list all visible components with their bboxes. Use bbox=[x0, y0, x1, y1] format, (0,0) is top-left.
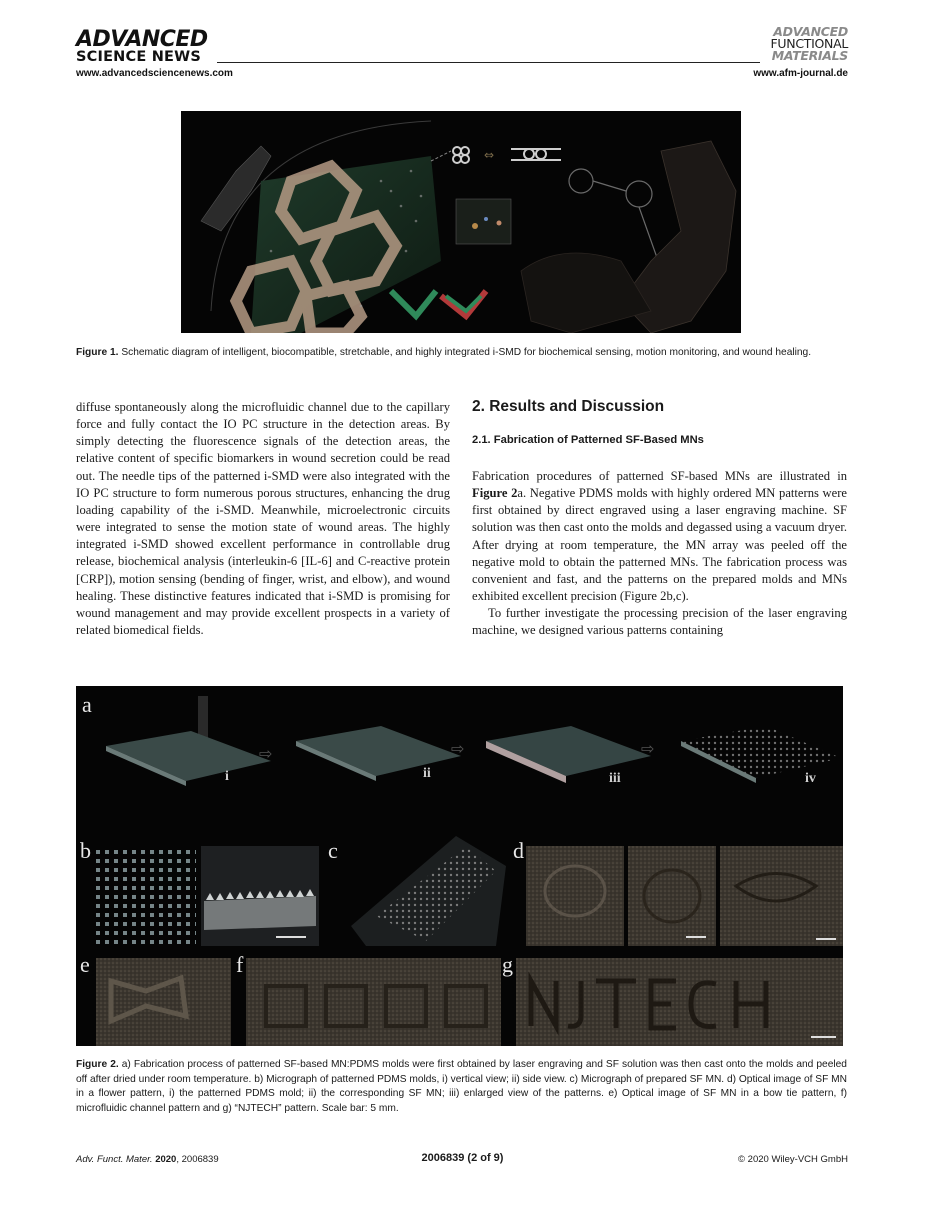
publisher-logo-line1: ADVANCED bbox=[76, 27, 208, 52]
slab-ii bbox=[296, 726, 461, 776]
journal-logo-line3: MATERIALS bbox=[771, 48, 848, 63]
panel-label-e: e bbox=[80, 952, 90, 977]
slab-iv bbox=[681, 726, 841, 778]
header-rule bbox=[217, 62, 760, 63]
step-label-ii: ii bbox=[423, 766, 431, 781]
footer-year: 2020 bbox=[155, 1154, 177, 1165]
panel-label-a: a bbox=[82, 692, 92, 717]
footer-journal: Adv. Funct. Mater. bbox=[76, 1154, 153, 1165]
publisher-logo bbox=[76, 27, 208, 65]
sensing-panel bbox=[456, 199, 511, 244]
panel-b-vertical-view bbox=[96, 846, 196, 946]
panel-label-d: d bbox=[513, 838, 524, 863]
slab-iii bbox=[486, 726, 651, 776]
figure-1-caption-text: Schematic diagram of intelligent, biocompatible, stretchable, and highly integrated i-SMD for biochemical sensing, motion monitoring, and wound healing. bbox=[121, 347, 812, 358]
step-label-iv: iv bbox=[805, 771, 816, 786]
subsection-heading: 2.1. Fabrication of Patterned SF-Based MNs bbox=[472, 434, 704, 446]
right-paragraph-1: Fabrication procedures of patterned SF-based MNs are illustrated in Figure 2a. Negative PDMS molds with highly ordered MN patterns were first obtained by direct engraved using a laser engraving machine. SF solution was then cast onto the molds and degassed using a vacuum dryer. After drying at room temperature, the MN array was peeled off the negative mold to obtain the patterned MNs. The fabrication process was convenient and fast, and the patterns on the prepared molds and MNs exhibited excellent precision (Figure 2b,c). bbox=[472, 469, 847, 604]
left-column bbox=[76, 399, 450, 639]
panel-g-njtech bbox=[516, 958, 843, 1046]
panel-d-mn bbox=[628, 846, 716, 946]
figure-2-image bbox=[76, 686, 843, 1046]
step-label-i: i bbox=[225, 769, 229, 784]
journal-logo-line1: ADVANCED bbox=[773, 24, 848, 39]
footer-page-info: 2006839 (2 of 9) bbox=[421, 1152, 504, 1164]
svg-text:⇔: ⇔ bbox=[484, 148, 495, 162]
figure-1-image bbox=[181, 111, 741, 333]
section-heading: 2. Results and Discussion bbox=[472, 398, 665, 415]
svg-text:⇨: ⇨ bbox=[451, 739, 465, 758]
figure-2-caption-text: a) Fabrication process of patterned SF-based MN:PDMS molds were first obtained by laser engraving and SF solution was then cast onto the molds and peeled off after dried under room temperature. b) Micrograph of patterned PDMS molds, i) vertical view; ii) side view. c) Micrograph of prepared SF MN. d) Optical image of SF MN in a flower pattern, i) the patterned PDMS mold; ii) the corresponding SF MN; iii) enlarged view of the patterns. e) Optical image of SF MN in a bow tie pattern, f) microfluidic channel pattern and g) “NJTECH” pattern. Scale bar: 5 mm. bbox=[76, 1059, 847, 1114]
svg-text:⇨: ⇨ bbox=[259, 744, 273, 763]
right-paragraph-2: To further investigate the processing precision of the laser engraving machine, we designed various patterns containing bbox=[472, 606, 847, 638]
panel-a bbox=[106, 696, 841, 786]
svg-text:⇨: ⇨ bbox=[641, 739, 655, 758]
panel-f-channel bbox=[246, 958, 501, 1046]
journal-logo bbox=[771, 26, 848, 62]
panel-d-mold bbox=[526, 846, 624, 946]
panel-label-f: f bbox=[236, 952, 244, 977]
figure-1-caption-label: Figure 1. bbox=[76, 347, 119, 358]
left-paragraph: diffuse spontaneously along the microfluidic channel due to the capillary force and fully contact the IO PC structure in the detection areas. By simply detecting the fluorescence signals of the detection areas, the relative content of specific biomarkers in wound secretion could be read out. The needle tips of the patterned i-SMD were also integrated with the IO PC structure to form numerous porous structures, enhancing the drug loading capability of the i-SMD. Meanwhile, microelectronic circuits were integrated to sense the motion state of wound areas. The highly integrated i-SMD showed excellent performance in controllable drug release, biochemical analysis (interleukin-6 [IL-6] and C-reactive protein [CRP]), motion sensing (bending of finger, wrist, and elbow), and wound healing. These distinctive features indicated that i-SMD is promising for wound management and may provide excellent prospects in a variety of related biomedical fields. bbox=[76, 400, 450, 638]
panel-label-g: g bbox=[502, 952, 513, 977]
footer-copyright: © 2020 Wiley-VCH GmbH bbox=[738, 1154, 848, 1165]
publisher-logo-line2: SCIENCE NEWS bbox=[76, 49, 201, 65]
panel-d-enlarged bbox=[720, 846, 843, 946]
slab-i bbox=[106, 731, 271, 781]
right-column bbox=[472, 468, 847, 640]
journal-logo-line2: FUNCTIONAL bbox=[770, 36, 848, 51]
wound-healing-icons bbox=[391, 291, 486, 316]
publisher-url[interactable]: www.advancedsciencenews.com bbox=[76, 68, 233, 79]
figure-2-reference[interactable]: Figure 2 bbox=[472, 486, 518, 501]
figure-2-caption bbox=[76, 1058, 847, 1116]
figure-1-caption bbox=[76, 346, 847, 361]
scale-bar bbox=[276, 936, 306, 938]
figure-2-caption-label: Figure 2. bbox=[76, 1059, 119, 1070]
panel-label-c: c bbox=[328, 838, 338, 863]
panel-label-b: b bbox=[80, 838, 91, 863]
stretch-chain-icon bbox=[453, 147, 561, 163]
step-label-iii: iii bbox=[609, 771, 621, 786]
panel-e-bowtie bbox=[96, 958, 231, 1046]
journal-url[interactable]: www.afm-journal.de bbox=[753, 68, 848, 79]
footer-article-no: , 2006839 bbox=[176, 1154, 219, 1165]
